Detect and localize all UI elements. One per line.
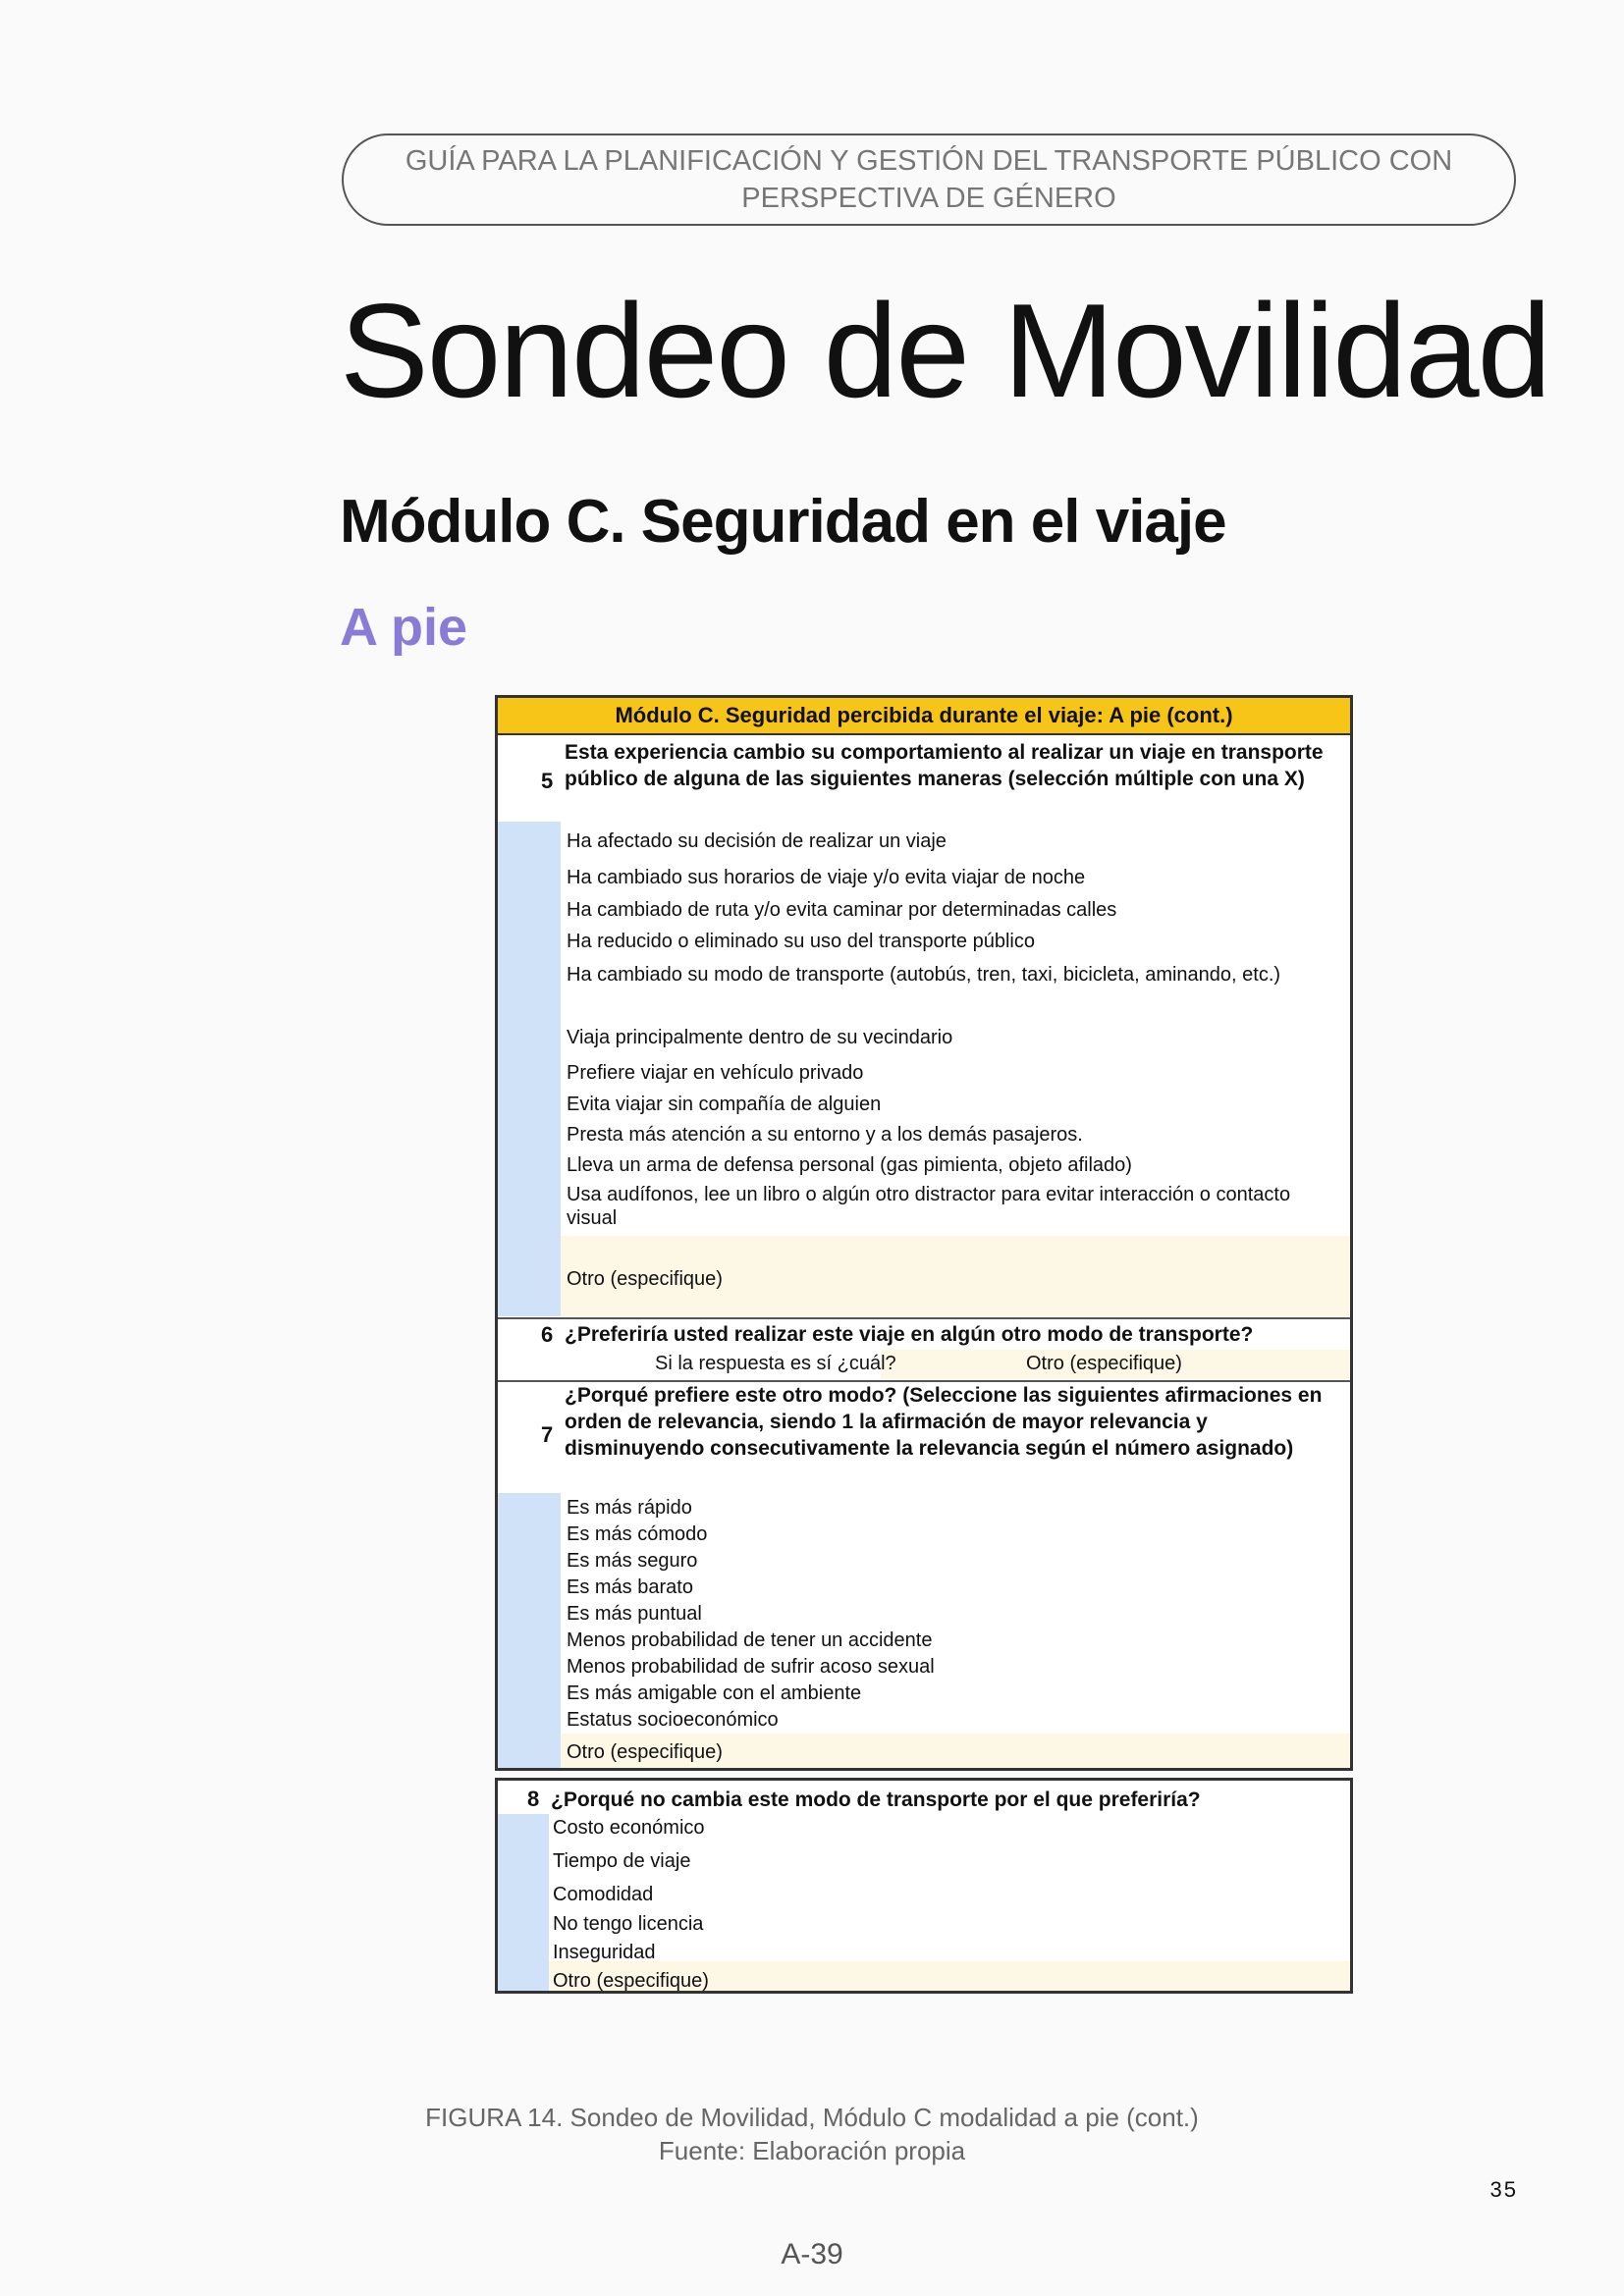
q8-option: Tiempo de viaje xyxy=(553,1850,691,1872)
q5-option: Prefiere viajar en vehículo privado xyxy=(567,1062,864,1084)
module-band: Módulo C. Seguridad percibida durante el viaje: A pie (cont.) xyxy=(498,698,1350,735)
q8-option: Otro (especifique) xyxy=(553,1970,709,1992)
appendix-page-number: A-39 xyxy=(781,2238,843,2270)
q6-sub-question: Si la respuesta es sí ¿cuál? xyxy=(655,1353,896,1374)
q8-option: Inseguridad xyxy=(553,1942,656,1963)
question-8-text: ¿Porqué no cambia este modo de transporte por el que preferiría? xyxy=(551,1789,1201,1811)
q8-option: Comodidad xyxy=(553,1884,654,1905)
q5-option: Lleva un arma de defensa personal (gas pimienta, objeto afilado) xyxy=(567,1154,1132,1176)
q5-option: Usa audífonos, lee un libro o algún otro distractor para evitar interacción o contacto visual xyxy=(567,1184,1291,1229)
q7-option: Otro (especifique) xyxy=(567,1741,723,1763)
question-6-text: ¿Preferiría usted realizar este viaje en algún otro modo de transporte? xyxy=(565,1323,1254,1346)
survey-table-q8 xyxy=(495,1778,1353,1994)
q5-option: Viaja principalmente dentro de su vecindario xyxy=(567,1027,953,1048)
question-5-number: 5 xyxy=(541,769,554,793)
page-number: 35 xyxy=(1489,2177,1518,2202)
question-7-text: ¿Porqué prefiere este otro modo? (Seleccione las siguientes afirmaciones en orden de relevancia, siendo 1 la afirmación de mayor relevancia y disminuyendo consecutivamente la relevancia según el número asignado) xyxy=(565,1384,1323,1460)
header-line-2: PERSPECTIVA DE GÉNERO xyxy=(741,183,1116,214)
question-6-number: 6 xyxy=(541,1322,554,1347)
q7-option: Es más barato xyxy=(567,1576,693,1598)
q7-option: Menos probabilidad de sufrir acoso sexual xyxy=(567,1656,935,1678)
mode-title: A pie xyxy=(340,598,468,657)
q8-answer-column xyxy=(498,1814,549,1991)
survey-table-main xyxy=(495,695,1353,1771)
row-divider xyxy=(498,1317,1350,1319)
q7-option: Es más seguro xyxy=(567,1550,698,1572)
q7-option: Es más rápido xyxy=(567,1497,692,1519)
question-8-number: 8 xyxy=(527,1787,540,1811)
q5-option: Presta más atención a su entorno y a los demás pasajeros. xyxy=(567,1124,1083,1146)
q7-option: Es más cómodo xyxy=(567,1523,708,1545)
question-5-text: Esta experiencia cambio su comportamiento al realizar un viaje en transporte público de alguna de las siguientes maneras (selección múltiple con una X) xyxy=(565,741,1324,790)
q5-option: Otro (especifique) xyxy=(567,1268,723,1290)
q8-option: No tengo licencia xyxy=(553,1913,704,1935)
figure-source: Fuente: Elaboración propia xyxy=(658,2136,966,2165)
q5-option: Ha cambiado su modo de transporte (autobús, tren, taxi, bicicleta, aminando, etc.) xyxy=(567,964,1281,986)
q7-option: Es más puntual xyxy=(567,1603,702,1625)
document-header xyxy=(342,133,1516,226)
page-title: Sondeo de Movilidad xyxy=(340,276,1550,425)
q5-option: Evita viajar sin compañía de alguien xyxy=(567,1094,882,1115)
q5-option: Ha cambiado de ruta y/o evita caminar por determinadas calles xyxy=(567,899,1117,921)
q5-answer-column xyxy=(498,822,561,1316)
q6-other-label: Otro (especifique) xyxy=(1026,1353,1182,1374)
q5-option: Ha reducido o eliminado su uso del transporte público xyxy=(567,931,1035,952)
q8-option: Costo económico xyxy=(553,1817,705,1839)
q7-answer-column xyxy=(498,1493,561,1768)
q7-option: Estatus socioeconómico xyxy=(567,1709,779,1731)
module-title: Módulo C. Seguridad en el viaje xyxy=(340,488,1226,556)
question-7-number: 7 xyxy=(541,1422,554,1447)
q7-option: Es más amigable con el ambiente xyxy=(567,1682,862,1704)
q7-option: Menos probabilidad de tener un accidente xyxy=(567,1629,933,1651)
figure-caption: FIGURA 14. Sondeo de Movilidad, Módulo C modalidad a pie (cont.) xyxy=(425,2103,1199,2132)
q5-option: Ha afectado su decisión de realizar un viaje xyxy=(567,830,947,852)
header-line-1: GUÍA PARA LA PLANIFICACIÓN Y GESTIÓN DEL TRANSPORTE PÚBLICO CON xyxy=(405,145,1453,177)
q5-option: Ha cambiado sus horarios de viaje y/o evita viajar de noche xyxy=(567,867,1086,888)
